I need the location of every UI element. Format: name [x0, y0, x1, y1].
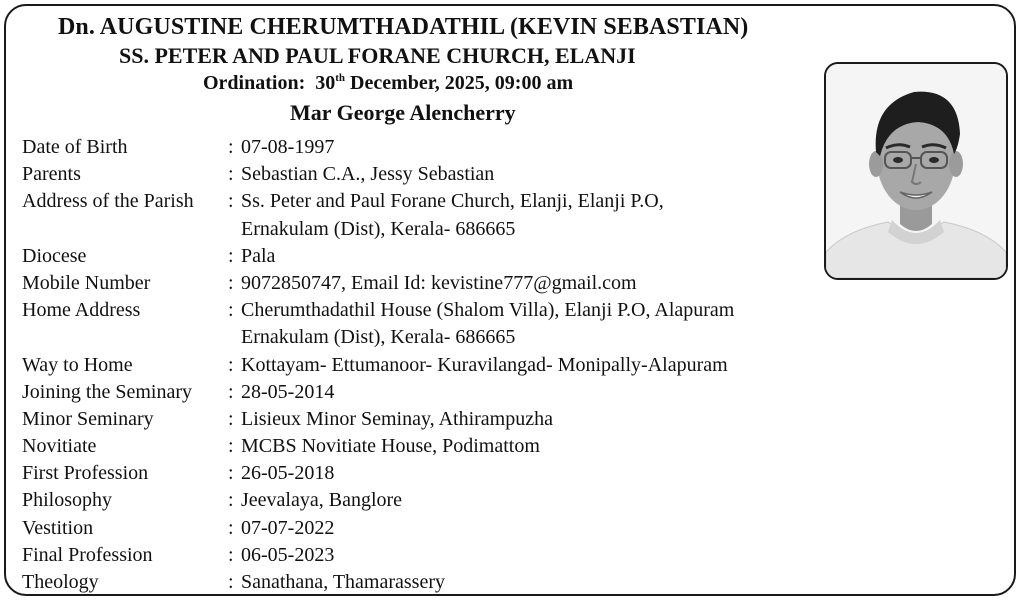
detail-label: Mobile Number [22, 271, 151, 294]
detail-separator: : [228, 271, 234, 294]
detail-label: Parents [22, 163, 81, 186]
deacon-name: Dn. AUGUSTINE CHERUMTHADATHIL (KEVIN SEBASTIAN) [58, 14, 749, 40]
detail-value: Jeevalaya, Banglore [241, 489, 403, 512]
church-name: SS. PETER AND PAUL FORANE CHURCH, ELANJI [119, 43, 636, 68]
portrait-icon [826, 64, 1006, 278]
ordination-day: 30 [315, 72, 336, 94]
ordination-line [203, 72, 573, 95]
detail-separator: : [228, 462, 234, 485]
detail-label: Way to Home [22, 353, 133, 376]
detail-value: 28-05-2014 [241, 380, 335, 403]
detail-value: Kottayam- Ettumanoor- Kuravilangad- Monipally-Alapuram [241, 353, 728, 376]
detail-value: Lisieux Minor Seminay, Athirampuzha [241, 407, 553, 430]
detail-separator: : [228, 380, 234, 403]
detail-separator: : [228, 489, 234, 512]
detail-value: 06-05-2023 [241, 543, 335, 566]
ordination-label: Ordination: [203, 72, 306, 94]
detail-value-continued: Ernakulam (Dist), Kerala- 686665 [241, 326, 516, 349]
ordination-card [4, 4, 1016, 596]
detail-separator: : [228, 136, 234, 158]
detail-value: Sebastian C.A., Jessy Sebastian [241, 163, 495, 186]
ordination-day-suffix: th [335, 72, 346, 84]
detail-label: Address of the Parish [22, 190, 194, 213]
detail-value: Ss. Peter and Paul Forane Church, Elanji, Elanji P.O, [241, 190, 664, 213]
detail-label: Date of Birth [22, 136, 128, 158]
detail-value: Sanathana, Thamarassery [241, 571, 445, 594]
detail-separator: : [228, 299, 234, 322]
detail-value: Pala [241, 244, 276, 267]
detail-separator: : [228, 163, 234, 186]
portrait-photo [824, 62, 1008, 280]
detail-label: Final Profession [22, 543, 153, 566]
detail-label: First Profession [22, 462, 149, 485]
detail-label: Vestition [22, 516, 94, 539]
detail-value: 07-08-1997 [241, 136, 335, 158]
detail-separator: : [228, 353, 234, 376]
detail-value: 9072850747, Email Id: kevistine777@gmail.com [241, 271, 637, 294]
detail-value-continued: Ernakulam (Dist), Kerala- 686665 [241, 217, 516, 240]
detail-label: Novitiate [22, 435, 97, 458]
detail-label: Minor Seminary [22, 407, 154, 430]
detail-separator: : [228, 407, 234, 430]
detail-label: Theology [22, 571, 99, 594]
detail-separator: : [228, 190, 234, 213]
detail-value: 07-07-2022 [241, 516, 335, 539]
detail-label: Joining the Seminary [22, 380, 192, 403]
detail-separator: : [228, 543, 234, 566]
detail-separator: : [228, 244, 234, 267]
detail-value: MCBS Novitiate House, Podimattom [241, 435, 540, 458]
detail-separator: : [228, 571, 234, 594]
detail-value: Cherumthadathil House (Shalom Villa), Elanji P.O, Alapuram [241, 299, 735, 322]
detail-label: Home Address [22, 299, 141, 322]
detail-label: Diocese [22, 244, 87, 267]
ordaining-bishop: Mar George Alencherry [290, 100, 516, 125]
detail-label: Philosophy [22, 489, 113, 512]
detail-value: 26-05-2018 [241, 462, 335, 485]
detail-separator: : [228, 516, 234, 539]
ordination-date: December, 2025, 09:00 am [350, 72, 574, 94]
detail-separator: : [228, 435, 234, 458]
